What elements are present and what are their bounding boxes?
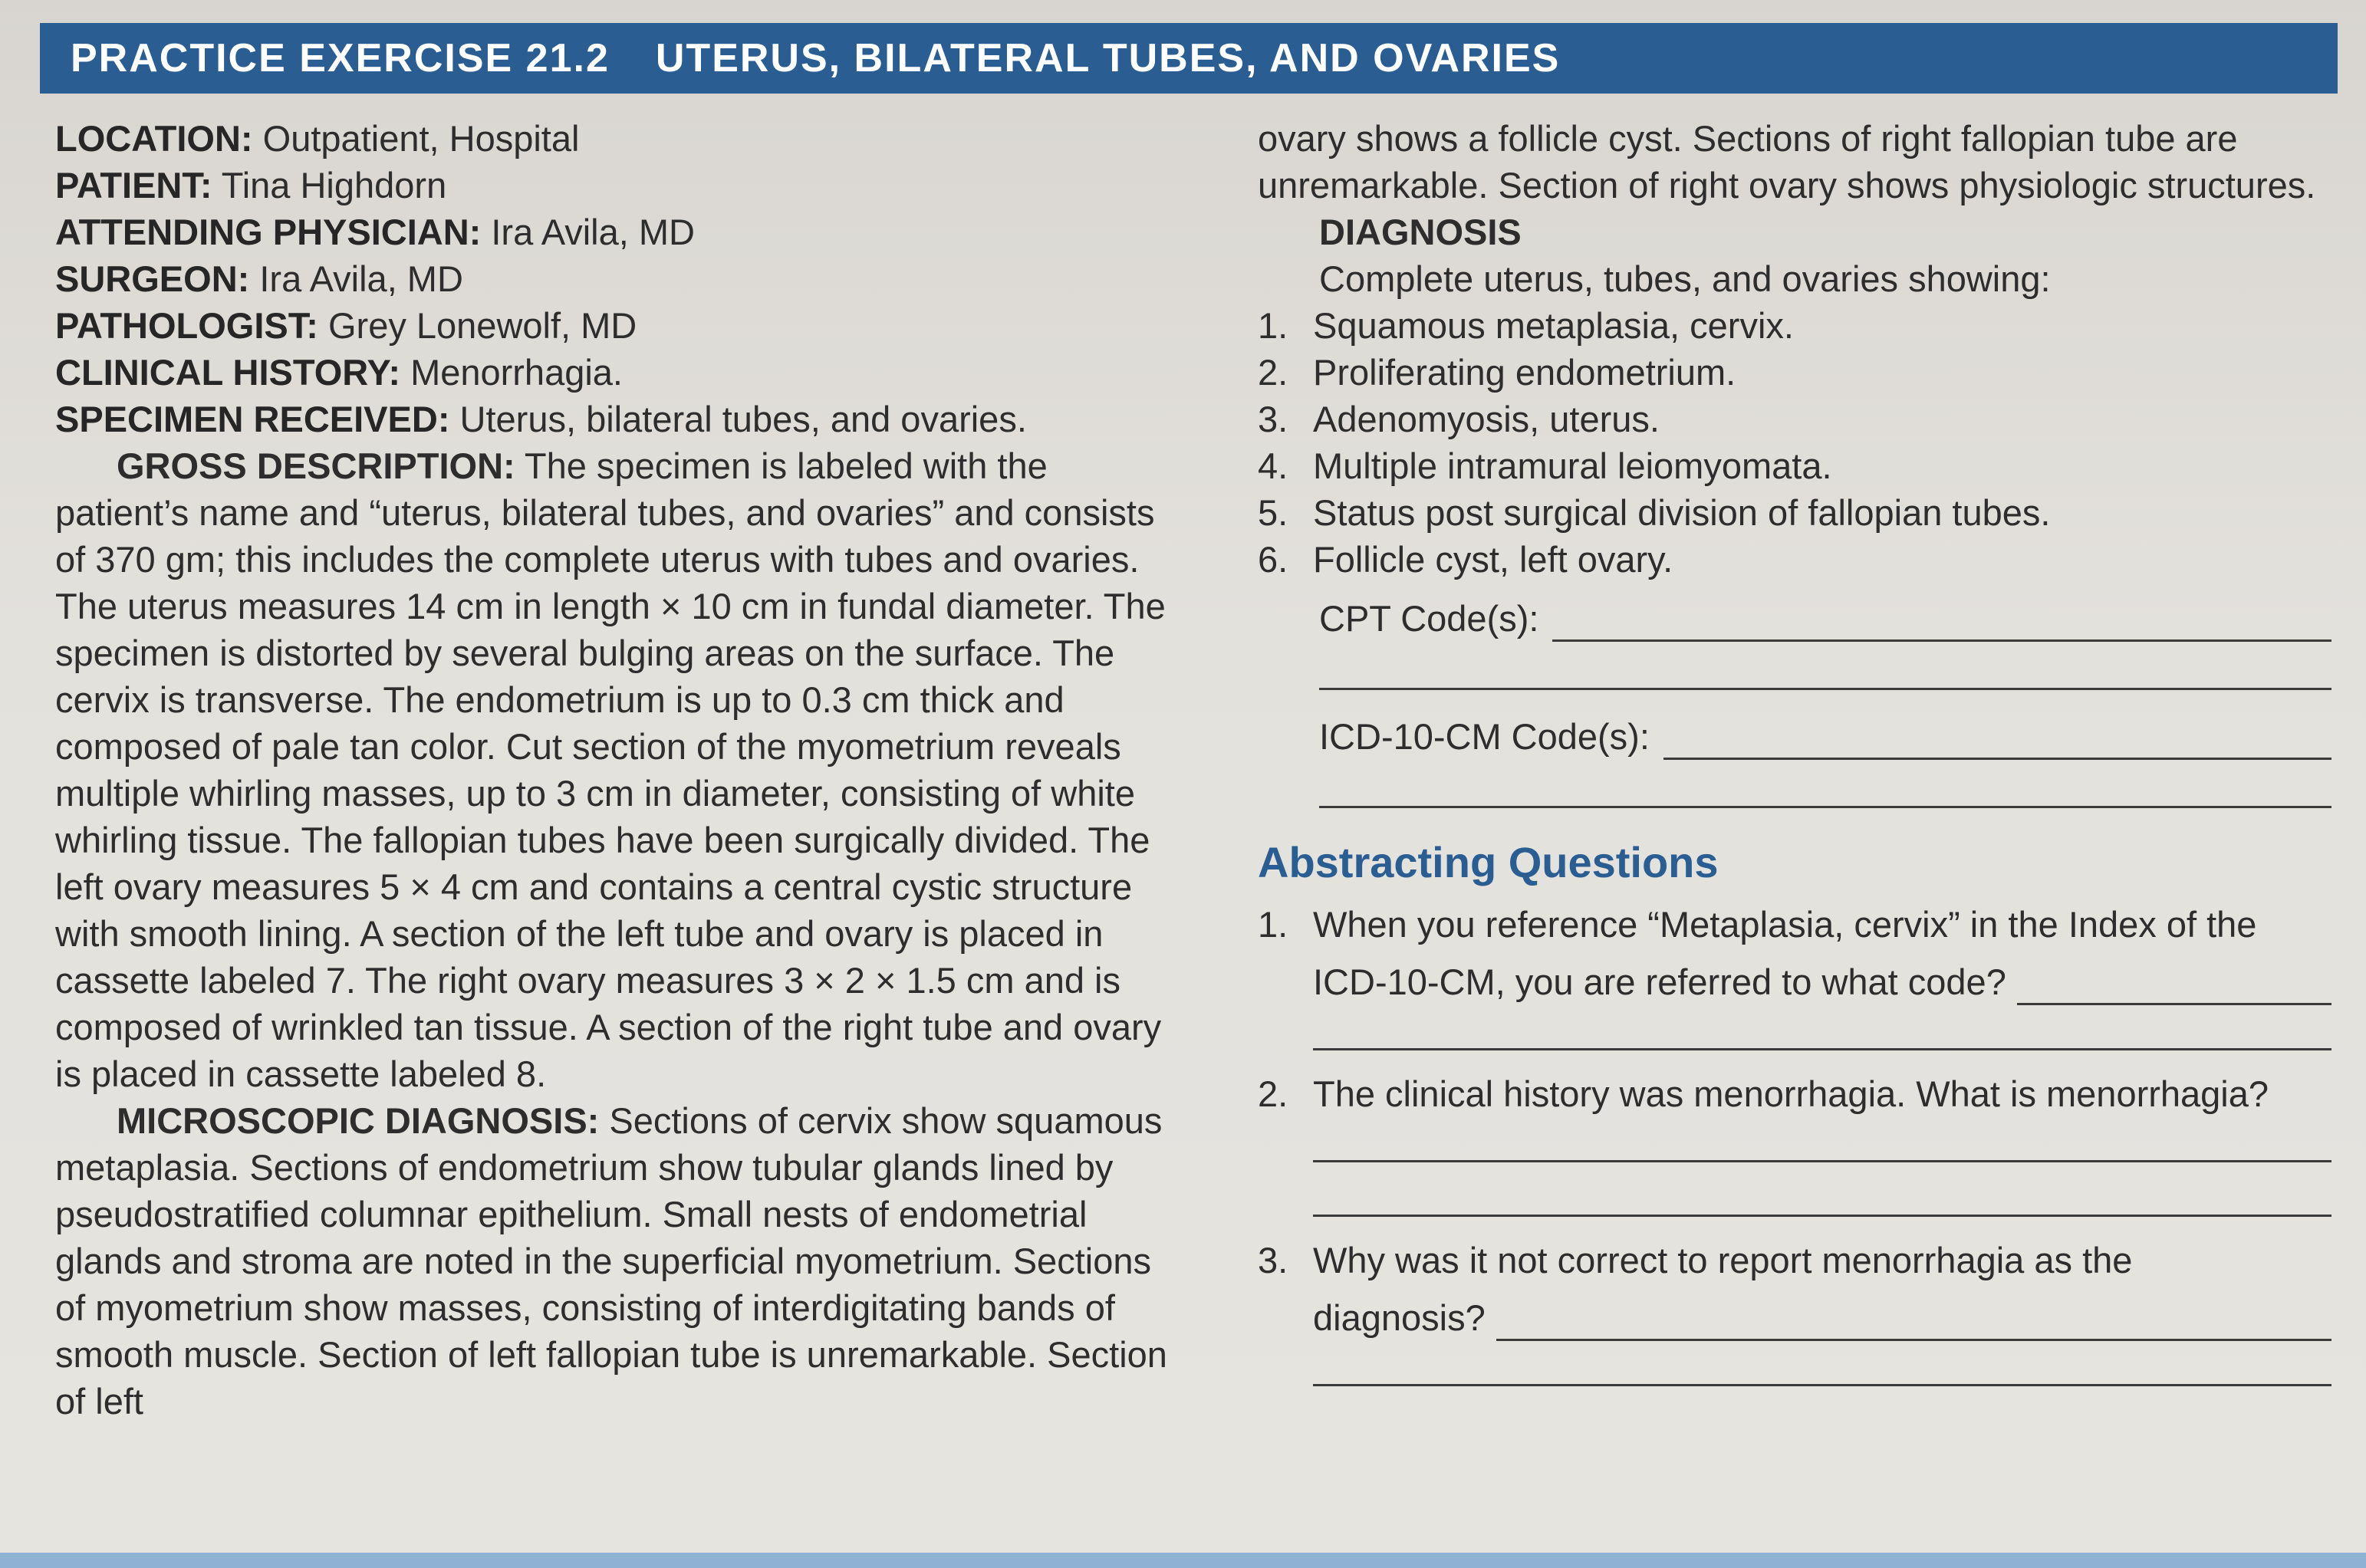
diagnosis-heading: DIAGNOSIS	[1319, 212, 1522, 252]
field-label: SURGEON:	[55, 258, 250, 299]
icd-code-line	[1319, 713, 2331, 760]
item-number: 6.	[1258, 539, 1288, 580]
field-value: Ira Avila, MD	[491, 212, 695, 252]
item-text: Adenomyosis, uterus.	[1313, 399, 1660, 439]
cpt-code-blank-2[interactable]	[1319, 642, 2331, 690]
right-column	[1258, 115, 2331, 1395]
field-attending-physician	[55, 209, 1175, 255]
question-text-continued: diagnosis?	[1313, 1297, 1486, 1338]
item-number: 4.	[1258, 445, 1288, 486]
item-number: 1.	[1258, 305, 1288, 346]
field-value: Tina Highdorn	[221, 165, 447, 205]
microscopic-diagnosis	[55, 1097, 1175, 1425]
field-location	[55, 115, 1175, 162]
field-label: ATTENDING PHYSICIAN:	[55, 212, 482, 252]
item-text: Squamous metaplasia, cervix.	[1313, 305, 1794, 346]
list-item	[1258, 349, 2331, 396]
microscopic-diagnosis-label: MICROSCOPIC DIAGNOSIS:	[117, 1100, 600, 1141]
icd-code-blank[interactable]	[1663, 722, 2331, 760]
answer-blank[interactable]	[2017, 968, 2331, 1005]
field-label: CLINICAL HISTORY:	[55, 352, 400, 393]
field-pathologist	[55, 302, 1175, 349]
cpt-code-blank[interactable]	[1552, 604, 2331, 642]
question-1	[1258, 901, 2331, 1060]
question-number: 2.	[1258, 1073, 1288, 1114]
list-item	[1258, 396, 2331, 442]
item-text: Multiple intramural leiomyomata.	[1313, 445, 1832, 486]
item-number: 3.	[1258, 399, 1288, 439]
exercise-header	[40, 23, 2338, 94]
cpt-code-line	[1319, 595, 2331, 642]
answer-blank[interactable]	[1496, 1303, 2331, 1341]
cpt-code-label: CPT Code(s):	[1319, 598, 1539, 639]
microscopic-diagnosis-text: Sections of cervix show squamous metaplasia. Sections of endometrium show tubular glands lined by pseudostratified columnar epithelium. Small nests of endometrial glands and stroma are noted in the superficial myometrium. Sections of myometrium show masses, consisting of interdigitating bands of smooth muscle. Section of left fallopian tube is unremarkable. Section of left	[55, 1100, 1167, 1422]
field-value: Grey Lonewolf, MD	[327, 305, 637, 346]
item-text: Follicle cyst, left ovary.	[1313, 539, 1673, 580]
icd-code-label: ICD-10-CM Code(s):	[1319, 716, 1650, 757]
microscopic-diagnosis-continued: ovary shows a follicle cyst. Sections of right fallopian tube are unremarkable. Section of right ovary shows physiologic structures.	[1258, 118, 2316, 205]
question-text: Why was it not correct to report menorrhagia as the	[1313, 1240, 2133, 1280]
diagnosis-intro: Complete uterus, tubes, and ovaries showing:	[1319, 258, 2051, 299]
left-column	[55, 115, 1175, 1425]
list-item	[1258, 489, 2331, 536]
field-clinical-history	[55, 349, 1175, 396]
question-3	[1258, 1237, 2331, 1395]
abstracting-questions-title: Abstracting Questions	[1258, 838, 1719, 886]
item-text: Proliferating endometrium.	[1313, 352, 1736, 393]
field-value: Uterus, bilateral tubes, and ovaries.	[459, 399, 1027, 439]
item-number: 5.	[1258, 492, 1288, 533]
field-value: Ira Avila, MD	[259, 258, 463, 299]
icd-code-blank-2[interactable]	[1319, 760, 2331, 808]
gross-description-text: The specimen is labeled with the patient’s name and “uterus, bilateral tubes, and ovaries” and consists of 370 gm; this includes the complete uterus with tubes and ovaries. The uterus measures 14 cm in length × 10 cm in fundal diameter. The specimen is distorted by several bulging areas on the surface. The cervix is transverse. The endometrium is up to 0.3 cm thick and composed of pale tan color. Cut section of the myometrium reveals multiple whirling masses, up to 3 cm in diameter, consisting of white whirling tissue. The fallopian tubes have been surgically divided. The left ovary measures 5 × 4 cm and contains a central cystic structure with smooth lining. A section of the left tube and ovary is placed in cassette labeled 7. The right ovary measures 3 × 2 × 1.5 cm and is composed of wrinkled tan tissue. A section of the right tube and ovary is placed in cassette labeled 8.	[55, 445, 1166, 1094]
bottom-edge	[0, 1553, 2366, 1568]
field-surgeon	[55, 255, 1175, 302]
answer-blank[interactable]	[1313, 1172, 2331, 1217]
list-item	[1258, 302, 2331, 349]
field-label: PATHOLOGIST:	[55, 305, 318, 346]
field-value: Menorrhagia.	[410, 352, 623, 393]
answer-blank[interactable]	[1313, 1117, 2331, 1162]
field-label: PATIENT:	[55, 165, 212, 205]
field-value: Outpatient, Hospital	[262, 118, 580, 159]
field-label: SPECIMEN RECEIVED:	[55, 399, 450, 439]
field-label: LOCATION:	[55, 118, 253, 159]
item-text: Status post surgical division of fallopian tubes.	[1313, 492, 2051, 533]
gross-description	[55, 442, 1175, 1097]
question-2	[1258, 1070, 2331, 1226]
question-text: The clinical history was menorrhagia. What is menorrhagia?	[1313, 1073, 2269, 1114]
question-number: 3.	[1258, 1240, 1288, 1280]
question-text-continued: ICD-10-CM, you are referred to what code?	[1313, 962, 2006, 1002]
answer-blank[interactable]	[1313, 1341, 2331, 1386]
field-specimen-received	[55, 396, 1175, 442]
list-item	[1258, 536, 2331, 583]
item-number: 2.	[1258, 352, 1288, 393]
list-item	[1258, 442, 2331, 489]
question-text: When you reference “Metaplasia, cervix” in the Index of the	[1313, 904, 2257, 945]
field-patient	[55, 162, 1175, 209]
exercise-number: PRACTICE EXERCISE 21.2	[71, 36, 610, 81]
question-number: 1.	[1258, 904, 1288, 945]
gross-description-label: GROSS DESCRIPTION:	[117, 445, 515, 486]
exercise-title: UTERUS, BILATERAL TUBES, AND OVARIES	[655, 36, 1561, 81]
diagnosis-list	[1258, 302, 2331, 583]
answer-blank[interactable]	[1313, 1005, 2331, 1050]
